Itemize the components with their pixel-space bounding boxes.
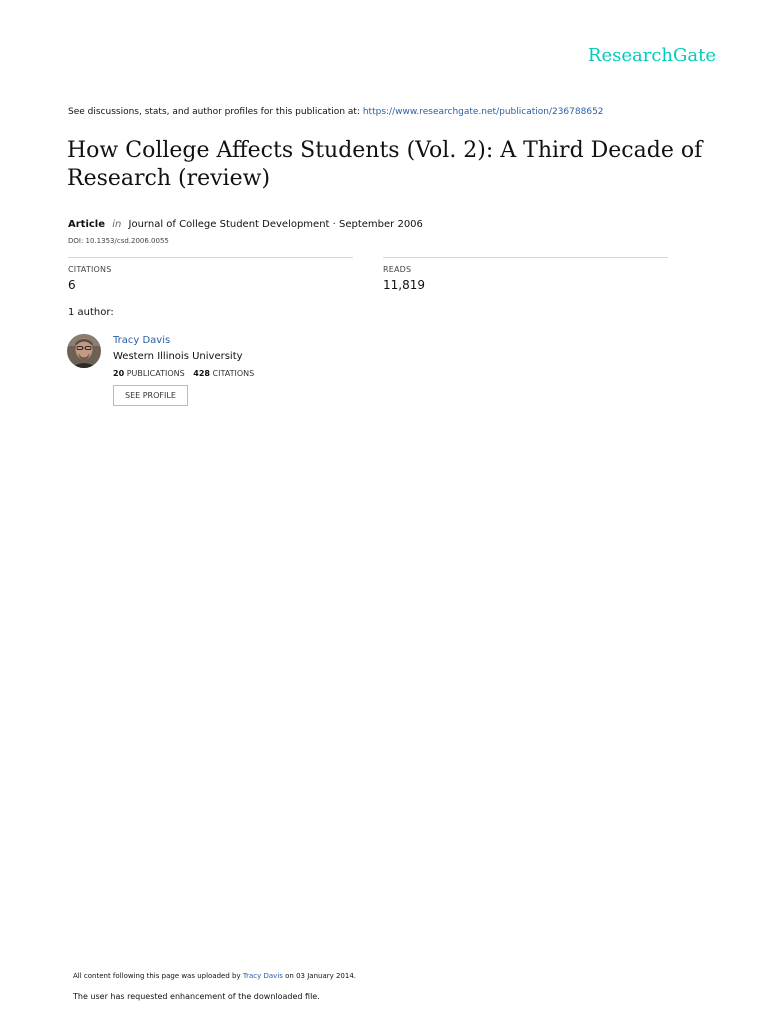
researchgate-logo: ResearchGate [587, 45, 716, 66]
publication-meta [68, 219, 423, 230]
uploader-link[interactable]: Tracy Davis [242, 972, 283, 980]
publication-url-link[interactable]: https://www.researchgate.net/publication/236788652 [362, 107, 604, 117]
author-citations-count: 428 [193, 369, 210, 378]
author-stats [113, 369, 260, 378]
author-avatar[interactable] [67, 334, 101, 368]
publication-title: How College Affects Students (Vol. 2): A Third Decade of Research (review) [67, 138, 703, 191]
author-citations-label: CITATIONS [212, 369, 255, 378]
in-label: in [112, 219, 122, 230]
author-name-link[interactable]: Tracy Davis [113, 335, 171, 346]
enhancement-note: The user has requested enhancement of the downloaded file. [73, 992, 320, 1001]
author-publications-label: PUBLICATIONS [126, 369, 185, 378]
upload-notice [73, 972, 356, 980]
publication-venue-date: Journal of College Student Development · September 2006 [128, 219, 423, 230]
author-info [113, 334, 260, 406]
author-photo-icon [67, 334, 101, 368]
upload-suffix: on 03 January 2014. [285, 972, 357, 980]
citations-value: 6 [68, 278, 76, 292]
see-profile-button[interactable]: SEE PROFILE [113, 385, 188, 406]
author-institution: Western Illinois University [113, 351, 243, 362]
author-publications-count: 20 [113, 369, 125, 378]
publication-type: Article [68, 219, 106, 230]
citations-label: CITATIONS [68, 265, 112, 274]
author-card [67, 334, 467, 414]
authors-heading: 1 author: [68, 307, 114, 318]
discussion-line [68, 107, 604, 117]
reads-stat [383, 257, 668, 292]
reads-label: READS [383, 265, 412, 274]
citations-stat [68, 257, 353, 292]
upload-prefix: All content following this page was uploaded by [73, 972, 241, 980]
reads-value: 11,819 [383, 278, 425, 292]
discussion-text: See discussions, stats, and author profiles for this publication at: [68, 107, 360, 117]
publication-doi: DOI: 10.1353/csd.2006.0055 [68, 237, 169, 245]
